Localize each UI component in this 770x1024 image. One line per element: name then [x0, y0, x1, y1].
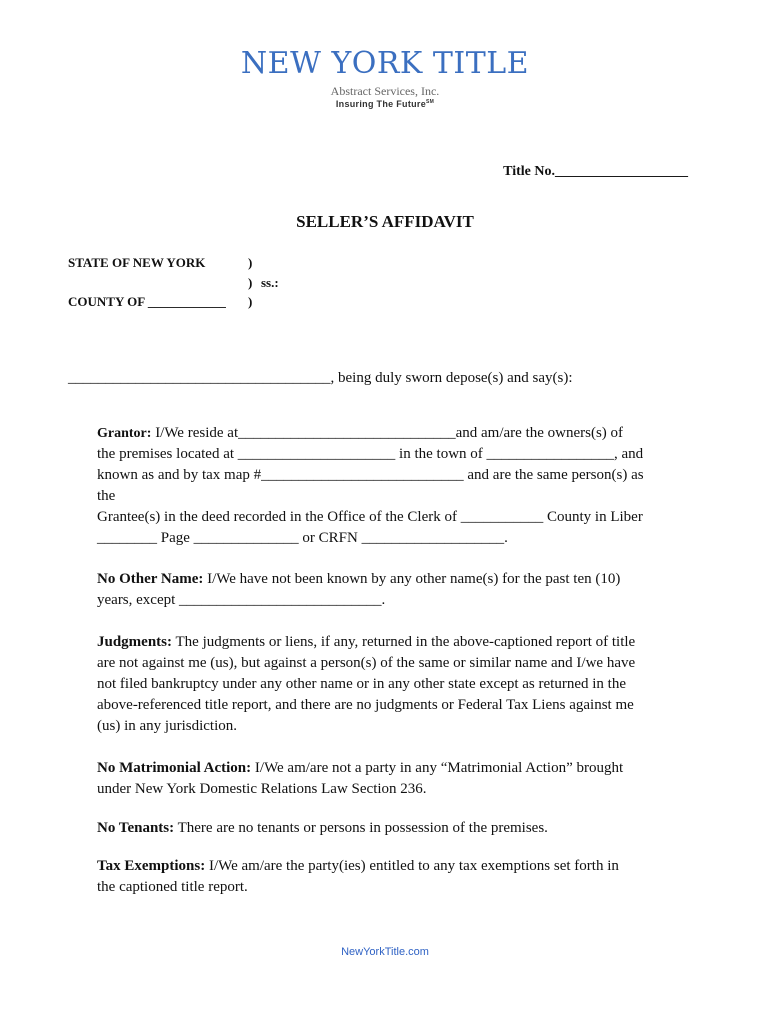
grantor-line-6: ________ Page ______________ or CRFN ___________________.	[97, 530, 508, 546]
tagline-text: Insuring The Future	[335, 99, 427, 109]
venue-ss: ss.:	[261, 275, 279, 290]
grantor-line-1	[97, 423, 697, 444]
grantor-text-1: I/We reside at_____________________________and am/are the owners(s) of	[155, 425, 624, 441]
judgments-line-5: (us) in any jurisdiction.	[97, 718, 237, 734]
matrimonial-line-2: under New York Domestic Relations Law Section 236.	[97, 781, 427, 797]
matrimonial-line-1	[97, 758, 697, 779]
company-subtitle: Abstract Services, Inc.	[330, 84, 440, 98]
tenants-paragraph	[97, 818, 697, 839]
judgments-line-2: are not against me (us), but against a person(s) of the same or similar name and I/we have	[97, 655, 636, 671]
tax-line-1	[97, 856, 697, 877]
no-other-name-paragraph	[97, 569, 697, 611]
judgments-line-4: above-referenced title report, and there are no judgments or Federal Tax Liens against me	[97, 697, 634, 713]
grantor-line-4: the	[97, 488, 116, 504]
tenants-line-1	[97, 818, 697, 839]
footer-website-link[interactable]: NewYorkTitle.com	[341, 946, 429, 958]
tax-text-1: I/We am/are the party(ies) entitled to any tax exemptions set forth in	[208, 858, 619, 874]
no-other-name-line-2: years, except ___________________________.	[97, 592, 386, 608]
grantor-line-2: the premises located at _____________________ in the town of _________________, and	[97, 446, 644, 462]
grantor-paragraph	[97, 423, 697, 549]
no-other-name-label: No Other Name:	[97, 571, 204, 587]
state-label: STATE OF NEW YORK	[68, 255, 206, 270]
venue-paren-3: )	[248, 294, 253, 309]
judgments-line-3: not filed bankruptcy under any other name or in any other state except as returned in the	[97, 676, 626, 692]
service-mark: SM	[426, 99, 435, 105]
venue-paren-2: )	[248, 275, 253, 290]
title-number-field: Title No.___________________	[503, 164, 688, 179]
venue-paren-1: )	[248, 255, 253, 270]
grantor-label: Grantor:	[97, 426, 152, 441]
judgments-text-1: The judgments or liens, if any, returned in the above-captioned report of title	[175, 634, 636, 650]
tenants-label: No Tenants:	[97, 820, 175, 836]
judgments-label: Judgments:	[97, 634, 173, 650]
company-tagline	[0, 99, 770, 109]
deponent-line: ___________________________________, being duly sworn depose(s) and say(s):	[68, 370, 573, 386]
no-other-name-text-1: I/We have not been known by any other name(s) for the past ten (10)	[207, 571, 621, 587]
judgments-line-1	[97, 632, 697, 653]
matrimonial-text-1: I/We am/are not a party in any “Matrimonial Action” brought	[254, 760, 624, 776]
matrimonial-label: No Matrimonial Action:	[97, 760, 252, 776]
tax-exemptions-paragraph	[97, 856, 697, 898]
tax-line-2: the captioned title report.	[97, 879, 248, 895]
tenants-text-1: There are no tenants or persons in possession of the premises.	[177, 820, 548, 836]
matrimonial-paragraph	[97, 758, 697, 800]
grantor-line-5: Grantee(s) in the deed recorded in the Office of the Clerk of ___________ County in Liber	[97, 509, 643, 525]
no-other-name-line-1	[97, 569, 697, 590]
county-label: COUNTY OF ____________	[68, 294, 226, 309]
company-logo-title: NEW YORK TITLE	[240, 46, 530, 81]
tax-exemptions-label: Tax Exemptions:	[97, 858, 206, 874]
judgments-paragraph	[97, 632, 697, 737]
grantor-line-3: known as and by tax map #___________________________ and are the same person(s) as	[97, 467, 644, 483]
document-title: SELLER’S AFFIDAVIT	[296, 212, 474, 231]
